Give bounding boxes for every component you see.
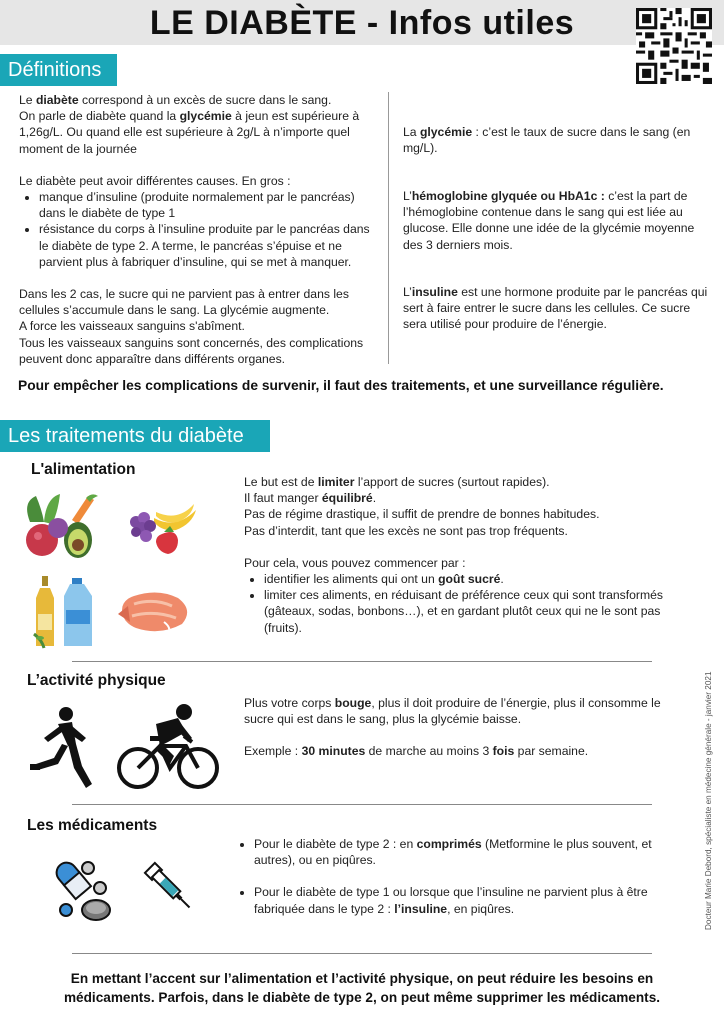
divider bbox=[72, 804, 652, 805]
list-item: • manque d’insuline (produite normalement par le pancréas) dans le diabète de type 1 bbox=[39, 189, 375, 221]
fruits-icon bbox=[126, 500, 198, 558]
page-title: LE DIABÈTE - Infos utiles bbox=[149, 4, 575, 42]
section-header-definitions: Définitions bbox=[0, 54, 117, 86]
definitions-left-column bbox=[19, 92, 375, 367]
list-item: • identifier les aliments qui ont un goût sucré. bbox=[264, 571, 684, 587]
pills-icon bbox=[52, 854, 114, 924]
syringe-icon bbox=[138, 856, 200, 918]
paragraph-complications: Tous les vaisseaux sanguins sont concernés, des complications peuvent donc apparaître dans différents organes. bbox=[19, 335, 364, 366]
list-item: • Pour le diabète de type 1 ou lorsque que l’insuline ne parvient plus à être fabriquée dans le type 2 : l’insuline, en piqûres. bbox=[254, 884, 686, 916]
definition-glycemie-threshold: On parle de diabète quand la glycémie à jeun est supérieure à 1,26g/L. Ou quand elle est supérieure à 2g/L à n’importe quel moment de la journée bbox=[19, 109, 360, 156]
paragraph-accumulation: Dans les 2 cas, le sucre qui ne parvient pas à entrer dans les cellules s’accumule dans le sang. La glycémie augmente. bbox=[19, 287, 349, 318]
vegetables-icon bbox=[22, 492, 102, 562]
causes-intro: Le diabète peut avoir différentes causes. En gros : bbox=[19, 173, 291, 188]
list-item: • résistance du corps à l’insuline produite par le pancréas dans le diabète de type 2. A terme, le pancréas s’épuise et ne parvient plus à fabriquer d’insuline, qui se met à manquer. bbox=[39, 221, 375, 270]
definition-hba1c: L’hémoglobine glyquée ou HbA1c : c’est la part de l’hémoglobine contenue dans le sang qui est liée au glucose. Elle donne une idée de la glycémie moyenne des 3 derniers mois. bbox=[403, 189, 695, 252]
medicaments-text bbox=[236, 836, 686, 917]
list-item: • Pour le diabète de type 2 : en comprimés (Metformine le plus souvent, et autres), ou en piqûres. bbox=[254, 836, 686, 868]
column-divider bbox=[388, 92, 389, 364]
author-note: Docteur Marie Debord, spécialiste en médecine générale - janvier 2021 bbox=[704, 671, 713, 930]
qr-code-icon[interactable] bbox=[636, 8, 712, 84]
heading-activite: L’activité physique bbox=[27, 672, 166, 689]
divider bbox=[72, 661, 652, 662]
list-item: • limiter ces aliments, en réduisant de préférence ceux qui sont transformés (gâteaux, sodas, bonbons…), et en gardant plutôt ceux qui ne le sont pas (fruits). bbox=[264, 587, 684, 636]
heading-medicaments: Les médicaments bbox=[27, 817, 158, 834]
definition-glycemie: La glycémie : c’est le taux de sucre dans le sang (en mg/L). bbox=[403, 125, 691, 156]
section-header-traitements: Les traitements du diabète bbox=[0, 420, 270, 452]
definition-insuline: L’insuline est une hormone produite par le pancréas qui sert à faire entrer le sucre dans les cellules. Ce sucre sera utilisé pour produire de l’énergie. bbox=[403, 285, 708, 332]
fish-icon bbox=[114, 588, 196, 636]
activite-text: Plus votre corps bouge, plus il doit produire de l’énergie, plus il consomme le sucre qui est dans le sang, plus la glycémie baisse. Exemple : 30 minutes de marche au moins 3 fois par semaine. bbox=[244, 696, 661, 759]
oil-water-icon bbox=[32, 574, 98, 650]
conclusion: En mettant l’accent sur l’alimentation et l’activité physique, on peut réduire les besoins en médicaments. Parfois, dans le diabète de type 2, on peut même supprimer les médicaments. bbox=[63, 971, 661, 1005]
alimentation-text: Le but est de limiter l’apport de sucres (surtout rapides). Il faut manger équilibré. Pas de régime drastique, il suffit de prendre de bonnes habitudes. Pas d’interdit, tant que les excès ne sont pas trop fréquents. Pour cela, vous pouvez commencer par : • identifier les aliments qui ont un goût sucré. • limiter ces aliments, en réduisant de préférence ceux qui sont transformés (gâteaux, sodas, bonbons…), et en gardant plutôt ceux qui ne le sont pas (fruits). bbox=[244, 474, 684, 636]
divider bbox=[72, 953, 652, 954]
heading-alimentation: L'alimentation bbox=[31, 461, 136, 478]
complications-statement: Pour empêcher les complications de survenir, il faut des traitements, et une surveillance régulière. bbox=[18, 378, 664, 393]
paragraph-vessels: A force les vaisseaux sanguins s'abîment. bbox=[19, 319, 245, 334]
alimentation-list bbox=[244, 571, 684, 636]
cyclist-icon bbox=[116, 702, 220, 792]
medicaments-list bbox=[236, 836, 686, 917]
causes-list bbox=[19, 189, 375, 270]
definition-diabete: Le diabète correspond à un excès de sucre dans le sang. bbox=[19, 93, 332, 107]
runner-icon bbox=[28, 704, 98, 792]
